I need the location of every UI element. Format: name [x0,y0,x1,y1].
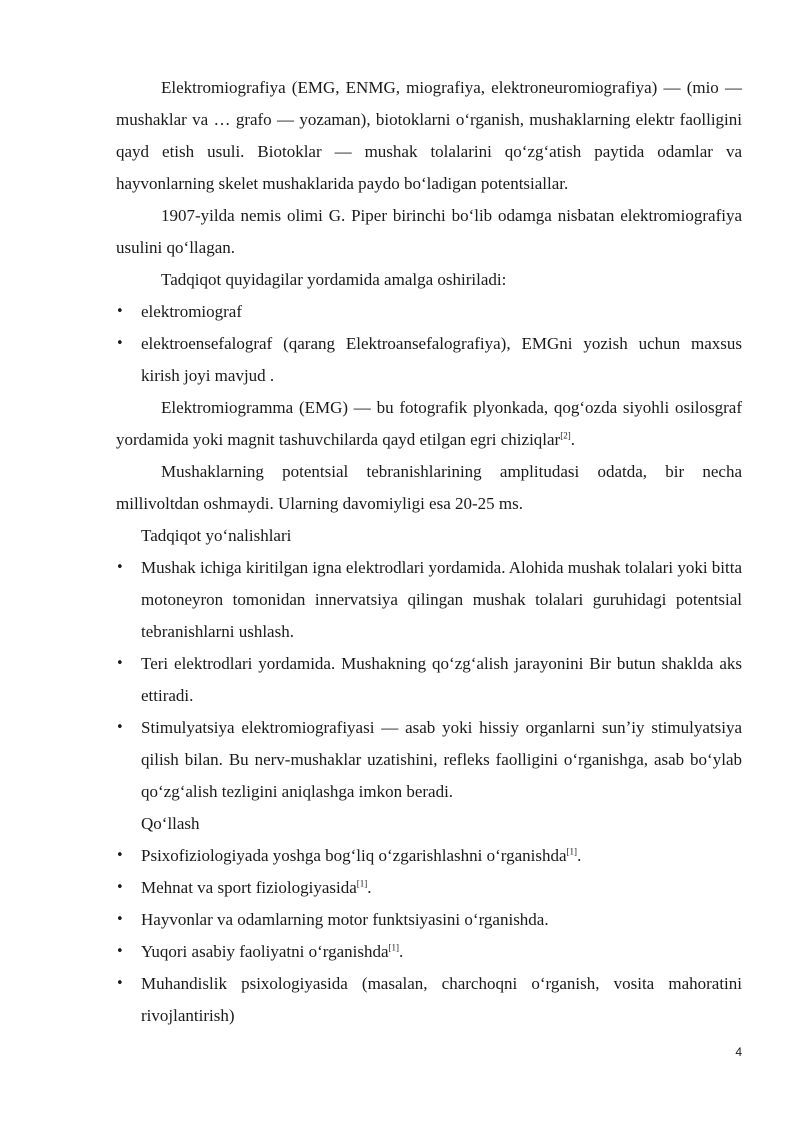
usage-heading: Qoʻllash [141,814,200,833]
footnote-reference[interactable]: [1] [356,878,368,889]
amplitude-paragraph: Mushaklarning potentsial tebranishlarining amplitudasi odatda, bir necha millivoltdan oshmaydi. Ularning davomiyligi esa 20-25 ms. [116,462,742,513]
intro-paragraph: Elektromiografiya (EMG, ENMG, miografiya, elektroneuromiografiya) — (mio — mushaklar va … grafo — yozaman), biotoklarni oʻrganish, mushaklarning elektr faolligini qayd etish usuli. Biotoklar — mushak tolalarini qoʻzgʻatish paytida odamlar va hayvonlarning skelet mushaklarida paydo boʻladigan potentsiallar. [116,78,742,193]
history-paragraph: 1907-yilda nemis olimi G. Piper birinchi boʻlib odamga nisbatan elektromiografiya usulini qoʻllagan. [116,206,742,257]
list-item [116,904,742,936]
emg-definition-paragraph [116,392,742,456]
footnote-reference[interactable]: [2] [560,430,571,441]
methods-list [116,296,742,392]
emg-definition-text: Elektromiogramma (EMG) — bu fotografik plyonkada, qogʻozda siyohli osilosgraf yordamida yoki magnit tashuvchilarda qayd etilgan egri chiziqlar [116,398,742,449]
list-item: • elektromiograf [116,296,742,328]
sentence-end: . [570,430,575,449]
directions-list [116,552,742,808]
usage-list [116,840,742,1032]
page-number: 4 [735,1045,742,1059]
list-item-text: Yuqori asabiy faoliyatni oʻrganishda [141,942,389,961]
sentence-end: . [399,942,404,961]
list-item [116,872,742,904]
list-item: • Mushak ichiga kiritilgan igna elektrodlari yordamida. Alohida mushak tolalari yoki bitta motoneyron tomonidan innervatsiya qilingan mushak tolalari guruhidagi potentsial tebranishlarni ushlash. [116,552,742,648]
list-item-text: Mehnat va sport fiziologiyasida [141,878,357,897]
list-item: • elektroensefalograf (qarang Elektroansefalografiya), EMGni yozish uchun maxsus kirish joyi mavjud . [116,328,742,392]
list-item [116,936,742,968]
list-item: • Teri elektrodlari yordamida. Mushakning qoʻzgʻalish jarayonini Bir butun shaklda aks ettiradi. [116,648,742,712]
list-item [116,968,742,1032]
list-item-text: Muhandislik psixologiyasida (masalan, charchoqni oʻrganish, vosita mahoratini rivojlantirish) [141,974,742,1025]
sentence-end: . [577,846,582,865]
document-body [116,72,742,1032]
list-item-text: Hayvonlar va odamlarning motor funktsiyasini oʻrganishda. [141,910,549,929]
list-item [116,840,742,872]
sentence-end: . [367,878,372,897]
list-item-text: Psixofiziologiyada yoshga bogʻliq oʻzgarishlashni oʻrganishda [141,846,567,865]
methods-intro-paragraph: Tadqiqot quyidagilar yordamida amalga oshiriladi: [161,270,507,289]
list-item: • Stimulyatsiya elektromiografiyasi — asab yoki hissiy organlarni sunʼiy stimulyatsiya qilish bilan. Bu nerv-mushaklar uzatishini, refleks faolligini oʻrganishga, asab boʻylab qoʻzgʻalish tezligini aniqlashga imkon beradi. [116,712,742,808]
directions-heading: Tadqiqot yoʻnalishlari [141,526,292,545]
footnote-reference[interactable]: [1] [566,846,578,857]
footnote-reference[interactable]: [1] [388,942,400,953]
